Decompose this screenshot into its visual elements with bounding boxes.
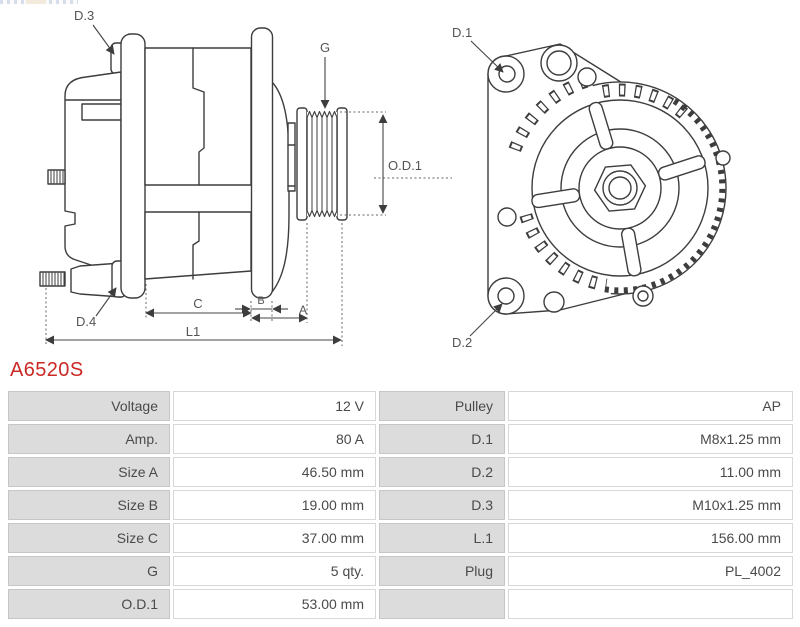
spec-value: M10x1.25 mm: [508, 490, 793, 520]
dim-label-od1: O.D.1: [388, 158, 422, 173]
spec-value: 37.00 mm: [173, 523, 376, 553]
spec-value: M8x1.25 mm: [508, 424, 793, 454]
side-stator-upper: [145, 48, 251, 185]
spec-label: Size C: [8, 523, 170, 553]
spec-value: 19.00 mm: [173, 490, 376, 520]
spec-label: Size B: [8, 490, 170, 520]
spec-label: Size A: [8, 457, 170, 487]
dim-label-b: B: [257, 295, 265, 307]
spec-label: O.D.1: [8, 589, 170, 619]
dim-label-d2: D.2: [452, 335, 473, 350]
dim-label-g: G: [319, 40, 331, 55]
side-upper-stud: [48, 170, 65, 184]
spec-label: Amp.: [8, 424, 170, 454]
spec-value: AP: [508, 391, 793, 421]
spec-label: Pulley: [379, 391, 505, 421]
spec-value: 46.50 mm: [173, 457, 376, 487]
dim-label-a: A: [298, 303, 308, 317]
spec-label: [379, 589, 505, 619]
spec-value: PL_4002: [508, 556, 793, 586]
dim-label-d3: D.3: [74, 8, 95, 23]
spec-value: 12 V: [173, 391, 376, 421]
dim-label-d1: D.1: [452, 25, 473, 40]
spec-value: 53.00 mm: [173, 589, 376, 619]
spec-label: L.1: [379, 523, 505, 553]
spec-value: [508, 589, 793, 619]
spec-label: G: [8, 556, 170, 586]
side-rear-bracket: [121, 34, 145, 298]
spec-label: D.2: [379, 457, 505, 487]
side-front-bracket: [252, 28, 273, 298]
dim-label-l1: L1: [185, 324, 201, 339]
side-pulley: [297, 108, 347, 220]
side-terminal: [82, 104, 121, 120]
side-rear-housing: [65, 72, 121, 275]
side-stator-lower: [145, 212, 251, 279]
spec-value: 80 A: [173, 424, 376, 454]
side-lower-stud: [40, 272, 65, 286]
part-number-heading: A6520S: [10, 359, 84, 381]
spec-table: [8, 391, 793, 619]
dim-label-d4: D.4: [76, 314, 97, 329]
spec-value: 5 qty.: [173, 556, 376, 586]
spec-value: 11.00 mm: [508, 457, 793, 487]
alternator-front-view: [488, 44, 730, 314]
dim-label-c: C: [193, 296, 203, 311]
alternator-side-view: [40, 28, 347, 298]
spec-label: D.3: [379, 490, 505, 520]
spec-label: Voltage: [8, 391, 170, 421]
spec-label: D.1: [379, 424, 505, 454]
side-front-cone: [272, 82, 289, 292]
spec-label: Plug: [379, 556, 505, 586]
spec-value: 156.00 mm: [508, 523, 793, 553]
